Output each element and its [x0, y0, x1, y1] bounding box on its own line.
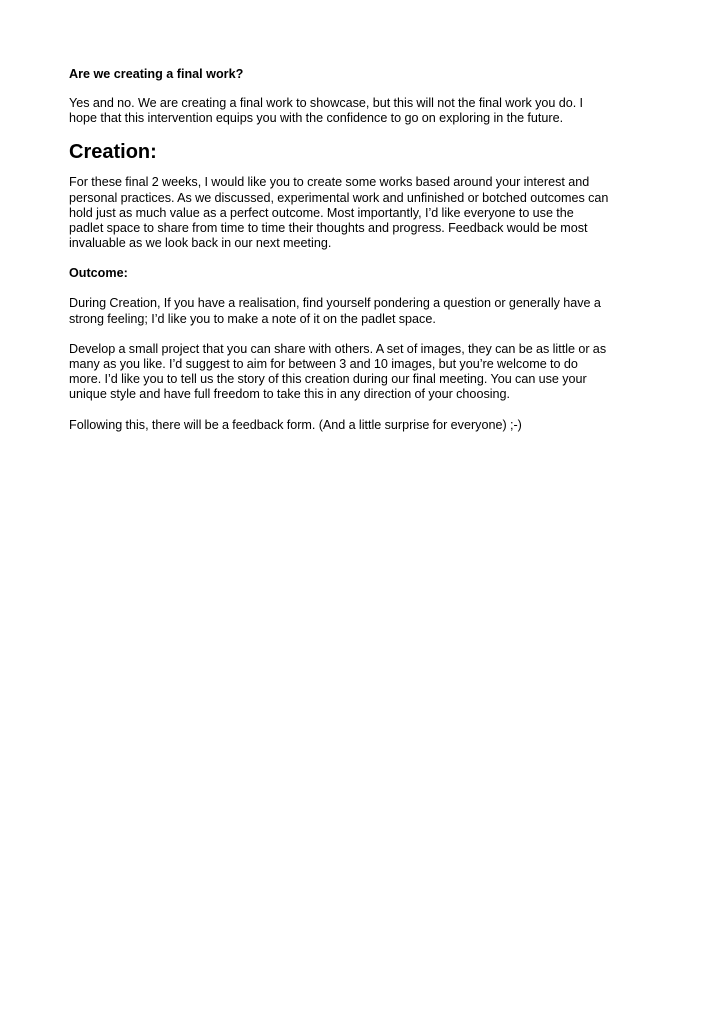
text-line: invaluable as we look back in our next meeting. — [69, 236, 332, 251]
text-line: Following this, there will be a feedback form. (And a little surprise for everyone) ;-) — [69, 417, 522, 432]
text-line: hold just as much value as a perfect outcome. Most importantly, I’d like everyone to use the — [69, 205, 574, 220]
text-line: many as you like. I’d suggest to aim for between 3 and 10 images, but you’re welcome to do — [69, 357, 578, 372]
text-line: Develop a small project that you can share with others. A set of images, they can be as little or as — [69, 341, 607, 356]
paragraph-outcome-feedback — [69, 418, 669, 433]
document-content — [69, 67, 669, 433]
paragraph-creation — [69, 175, 669, 251]
text-line: padlet space to share from time to time their thoughts and progress. Feedback would be most — [69, 221, 588, 236]
paragraph-outcome-project — [69, 342, 669, 403]
section-heading-final-work: Are we creating a final work? — [69, 67, 244, 81]
text-line: unique style and have full freedom to take this in any direction of your choosing. — [69, 387, 511, 402]
text-line: hope that this intervention equips you with the confidence to go on exploring in the future. — [69, 111, 564, 126]
section-title-creation: Creation: — [69, 141, 157, 164]
section-heading-outcome: Outcome: — [69, 266, 128, 281]
text-line: personal practices. As we discussed, experimental work and unfinished or botched outcomes can — [69, 190, 609, 205]
text-line: strong feeling; I’d like you to make a note of it on the padlet space. — [69, 311, 436, 326]
paragraph-final-work — [69, 96, 669, 126]
text-line: For these final 2 weeks, I would like you to create some works based around your interest and — [69, 175, 590, 190]
text-line: During Creation, If you have a realisation, find yourself pondering a question or generally have a — [69, 296, 601, 311]
paragraph-outcome-note — [69, 296, 669, 326]
text-line: more. I’d like you to tell us the story of this creation during our final meeting. You can use your — [69, 372, 587, 387]
text-line: Yes and no. We are creating a final work to showcase, but this will not the final work you do. I — [69, 96, 584, 110]
